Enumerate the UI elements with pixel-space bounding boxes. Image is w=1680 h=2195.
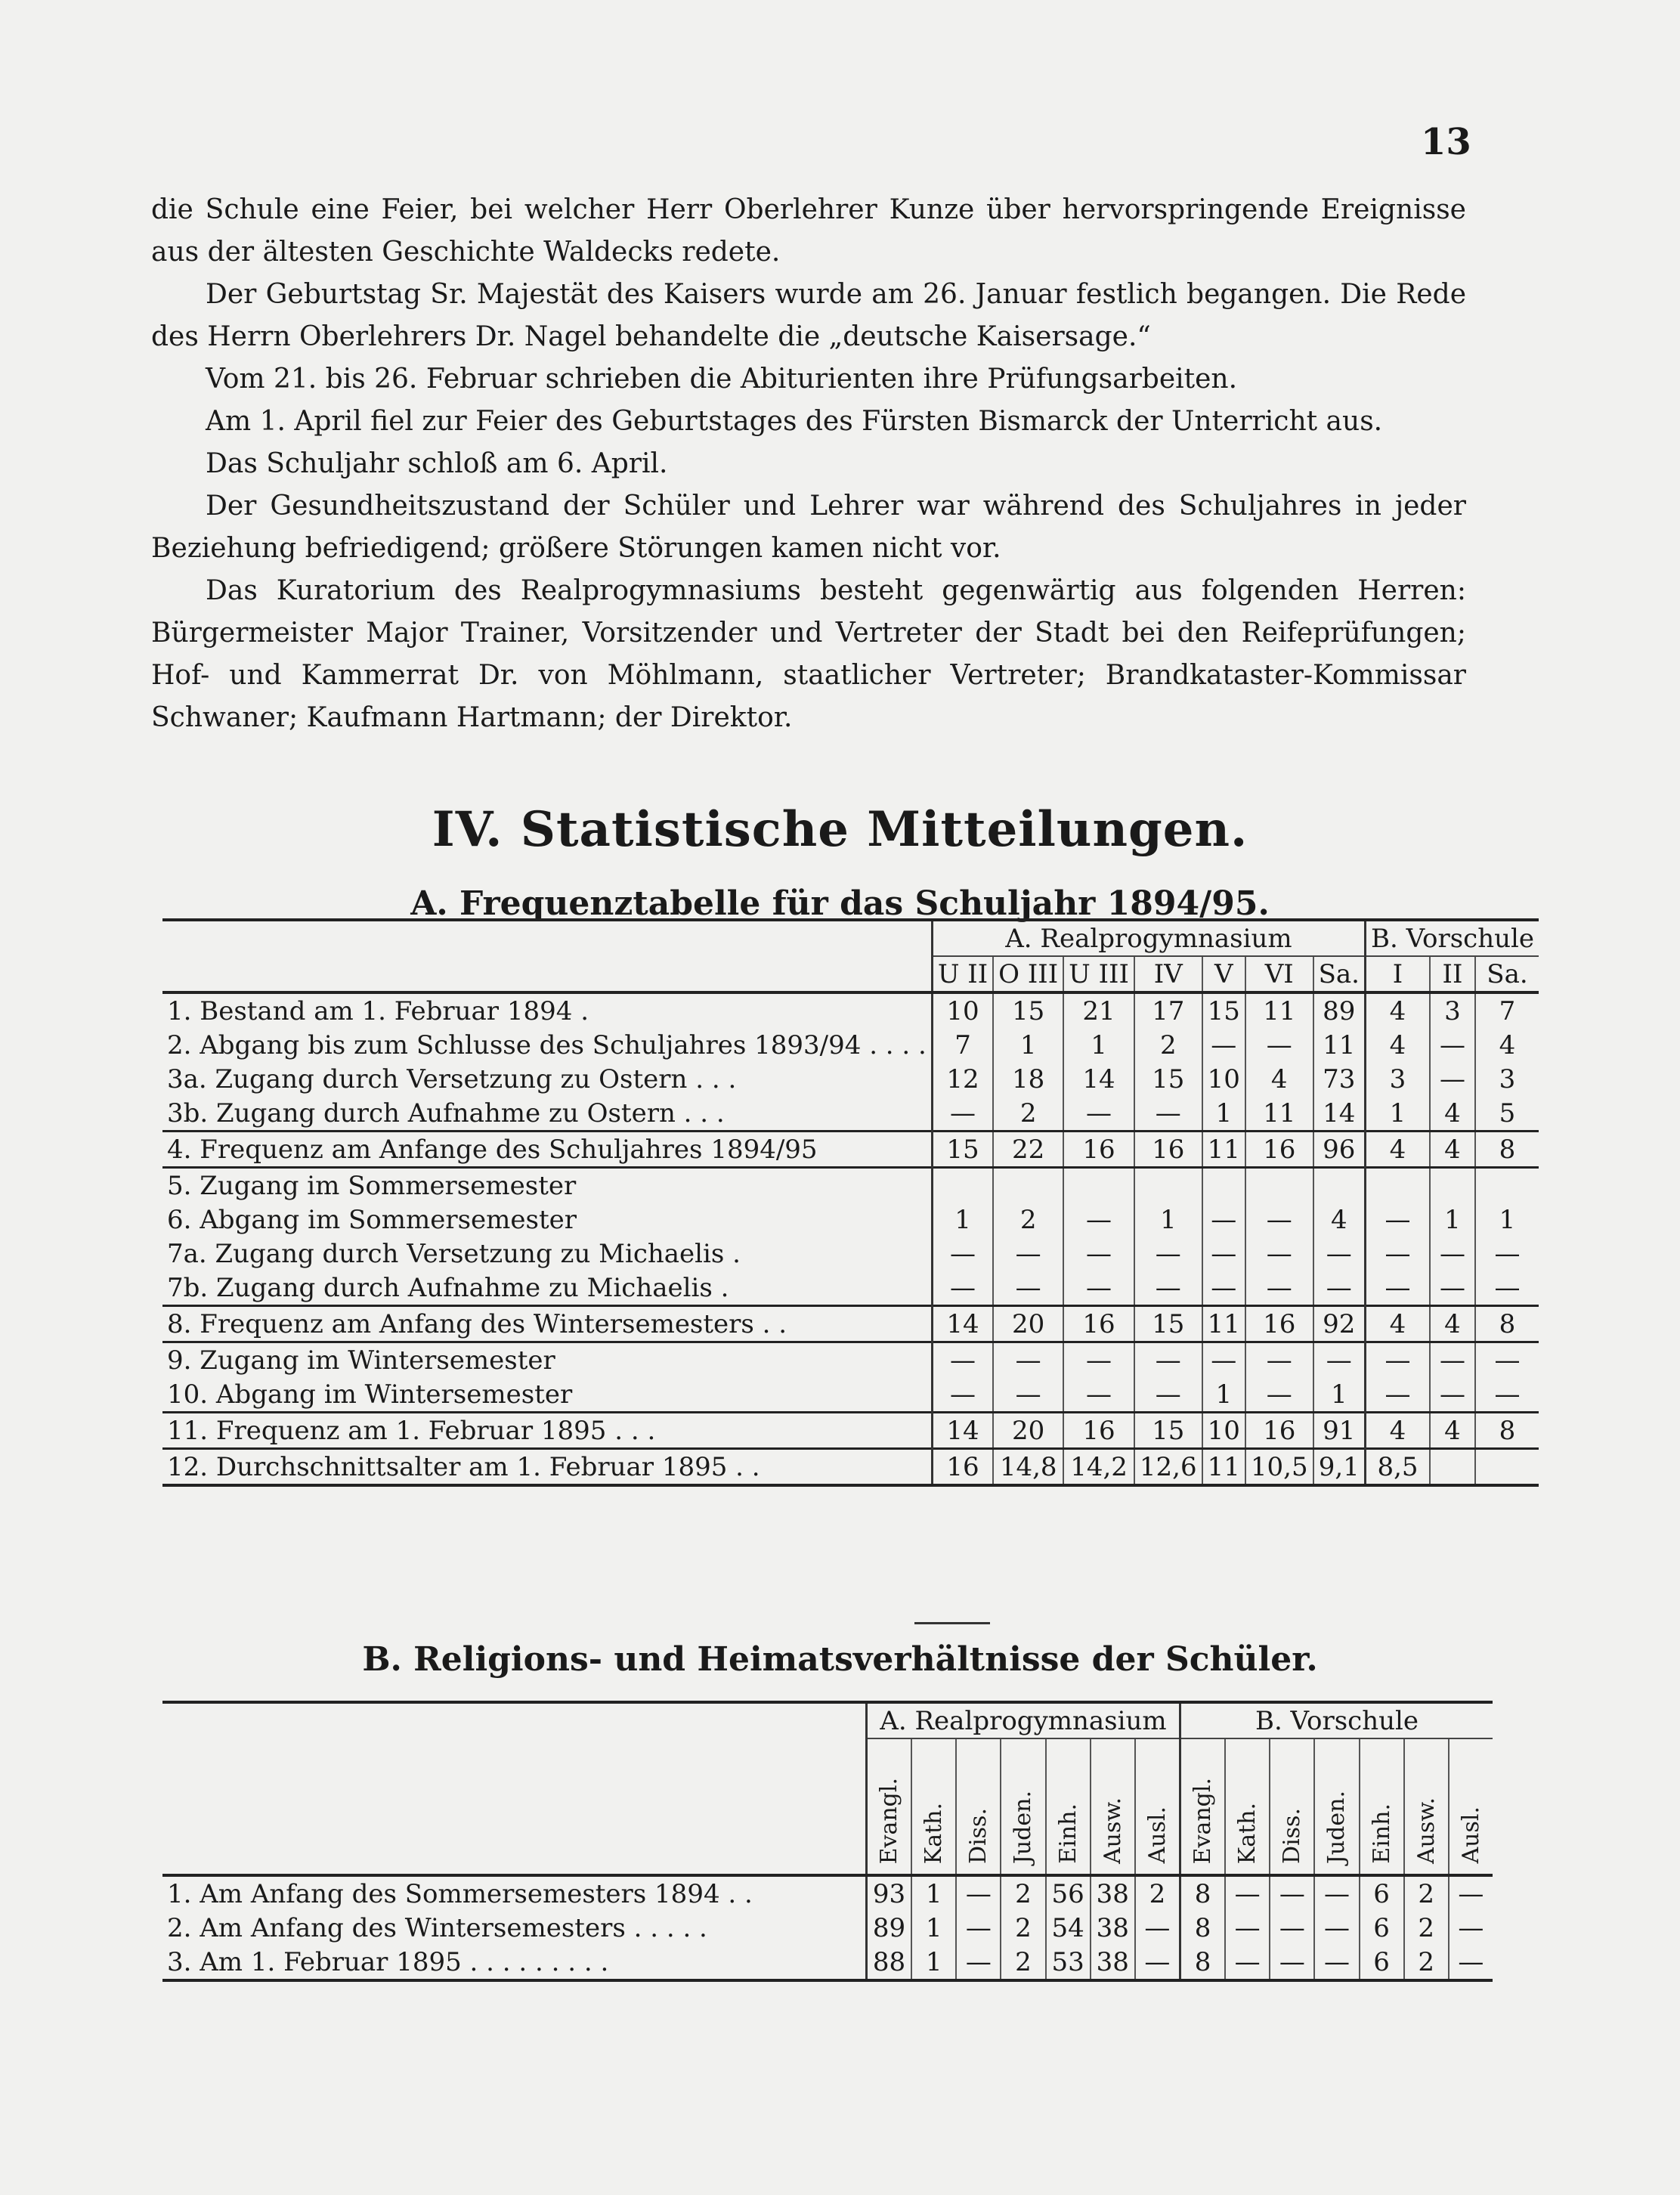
column-header-text: Juden. <box>1323 1790 1350 1864</box>
table-cell: 2 <box>993 1203 1063 1237</box>
table-cell: 4 <box>1365 992 1430 1028</box>
column-header: I <box>1365 956 1430 992</box>
table-cell: 4 <box>1430 1132 1475 1168</box>
row-label: 3. Am 1. Februar 1895 . . . . . . . . . <box>162 1945 866 1980</box>
divider-rule <box>914 1622 990 1624</box>
table-cell: — <box>1245 1203 1313 1237</box>
table-cell: — <box>1494 1238 1521 1269</box>
table-cell: 38 <box>1091 1945 1135 1980</box>
table-cell: 21 <box>1063 992 1134 1028</box>
table-cell: — <box>1225 1875 1270 1911</box>
row-label: 11. Frequenz am 1. Februar 1895 . . . <box>162 1413 932 1449</box>
column-header-text: Evangl. <box>876 1777 903 1864</box>
table-cell: 1 <box>1430 1203 1475 1237</box>
table-cell <box>1245 1168 1313 1203</box>
table-cell: — <box>1365 1203 1430 1237</box>
table-cell: 1 <box>911 1911 956 1945</box>
table-cell: 56 <box>1046 1875 1091 1911</box>
table-cell: 2 <box>1001 1875 1045 1911</box>
table-cell <box>993 1168 1063 1203</box>
column-header: O III <box>993 956 1063 992</box>
table-cell: — <box>1313 1271 1366 1306</box>
table-row <box>162 992 1539 1028</box>
table-cell: 4 <box>1365 1413 1430 1449</box>
column-header-text: Kath. <box>1234 1802 1261 1864</box>
table-cell: 2 <box>1404 1911 1449 1945</box>
section-title: IV. Statistische Mitteilungen. <box>432 801 1248 858</box>
table-cell: 11 <box>1245 992 1313 1028</box>
table-cell: 12 <box>932 1062 993 1096</box>
table-cell: 2 <box>1001 1945 1045 1980</box>
table-cell <box>1430 1449 1475 1486</box>
column-header <box>1225 1738 1270 1875</box>
table-cell: 16 <box>1245 1306 1313 1342</box>
column-header-text: Ausl. <box>1457 1806 1484 1864</box>
table-b-label-header <box>162 1702 866 1875</box>
table-cell: 15 <box>1134 1306 1202 1342</box>
table-cell: — <box>1063 1096 1134 1132</box>
table-cell: 16 <box>1245 1413 1313 1449</box>
table-cell: — <box>1475 1342 1539 1378</box>
page-number: 13 <box>1421 121 1471 163</box>
table-cell: 1 <box>1499 1204 1516 1235</box>
table-cell <box>1063 1168 1134 1203</box>
table-cell: 16 <box>1245 1132 1313 1168</box>
table-cell: 2 <box>993 1096 1063 1132</box>
column-header: V <box>1202 956 1245 992</box>
table-cell: — <box>1430 1028 1475 1062</box>
table-cell: — <box>1458 1912 1484 1943</box>
table-cell: 96 <box>1313 1132 1366 1168</box>
table-cell: 15 <box>932 1132 993 1168</box>
table-cell: 11 <box>1202 1132 1245 1168</box>
table-cell: — <box>1313 1342 1366 1378</box>
table-cell: 1 <box>993 1028 1063 1062</box>
table-b-title: B. Religions- und Heimatsverhältnisse der Schüler. <box>362 1640 1318 1679</box>
table-cell: — <box>956 1911 1001 1945</box>
paragraph: Der Geburtstag Sr. Majestät des Kaisers wurde am 26. Januar festlich begangen. Die Rede des Herrn Oberlehrers Dr. Nagel behandelte die „deutsche Kaisersage.“ <box>151 279 1466 352</box>
table-cell: — <box>1063 1203 1134 1237</box>
table-cell: 92 <box>1313 1306 1366 1342</box>
table-cell: — <box>1225 1911 1270 1945</box>
table-row <box>162 1203 1539 1237</box>
table-cell: — <box>1063 1377 1134 1413</box>
row-label: 1. Bestand am 1. Februar 1894 . <box>162 992 932 1028</box>
table-cell: 1 <box>1313 1377 1366 1413</box>
column-header: VI <box>1245 956 1313 992</box>
table-cell: 16 <box>1063 1306 1134 1342</box>
table-cell: — <box>1494 1379 1521 1410</box>
table-cell: — <box>1270 1945 1314 1980</box>
table-cell <box>1134 1168 1202 1203</box>
column-header-text: Einh. <box>1368 1803 1395 1864</box>
table-row <box>162 1096 1539 1132</box>
table-cell: 22 <box>993 1132 1063 1168</box>
row-label: 6. Abgang im Sommersemester <box>162 1203 932 1237</box>
table-cell: — <box>1134 1271 1202 1306</box>
table-cell: — <box>1245 1377 1313 1413</box>
column-header <box>1135 1738 1180 1875</box>
table-cell: — <box>1365 1342 1430 1378</box>
table-cell: 1 <box>1365 1096 1430 1132</box>
table-cell: 10 <box>932 992 993 1028</box>
table-cell: 14 <box>932 1413 993 1449</box>
table-row <box>162 1306 1539 1342</box>
table-cell: — <box>1245 1237 1313 1271</box>
column-header-text: Juden. <box>1010 1790 1037 1864</box>
table-cell: 3 <box>1499 1063 1516 1094</box>
table-cell: 89 <box>1313 992 1366 1028</box>
column-header <box>1001 1738 1045 1875</box>
body-text <box>151 189 1466 739</box>
table-cell: — <box>1314 1875 1359 1911</box>
table-cell: 9,1 <box>1313 1449 1366 1486</box>
table-cell: — <box>1365 1377 1430 1413</box>
table-cell: — <box>1458 1878 1484 1909</box>
table-cell: 18 <box>993 1062 1063 1096</box>
table-cell: 14 <box>1063 1062 1134 1096</box>
table-cell: 20 <box>993 1413 1063 1449</box>
table-cell: 2 <box>1134 1028 1202 1062</box>
table-cell: 4 <box>1245 1062 1313 1096</box>
table-cell: — <box>956 1945 1001 1980</box>
table-cell: 11 <box>1202 1306 1245 1342</box>
column-header-text: Ausw. <box>1099 1797 1126 1864</box>
table-cell: — <box>993 1377 1063 1413</box>
row-label: 9. Zugang im Wintersemester <box>162 1342 932 1378</box>
table-cell: 6 <box>1360 1945 1404 1980</box>
table-cell: — <box>956 1875 1001 1911</box>
table-cell: 4 <box>1499 1029 1516 1060</box>
frequency-table <box>162 918 1539 1487</box>
table-b-group-b: B. Vorschule <box>1180 1702 1493 1738</box>
table-cell: 73 <box>1313 1062 1366 1096</box>
row-label: 5. Zugang im Sommersemester <box>162 1168 932 1203</box>
column-header-text: Kath. <box>920 1802 948 1864</box>
table-cell: 7 <box>932 1028 993 1062</box>
table-cell: — <box>1202 1028 1245 1062</box>
table-cell: 16 <box>1063 1132 1134 1168</box>
table-cell: — <box>1134 1237 1202 1271</box>
table-cell: — <box>1225 1945 1270 1980</box>
table-cell: — <box>1430 1342 1475 1378</box>
table-cell: — <box>1270 1875 1314 1911</box>
column-header-text: Einh. <box>1054 1803 1081 1864</box>
table-cell: — <box>1135 1945 1180 1980</box>
row-label: 7a. Zugang durch Versetzung zu Michaelis . <box>162 1237 932 1271</box>
table-cell: 14,2 <box>1063 1449 1134 1486</box>
column-header-text: Ausl. <box>1143 1806 1171 1864</box>
table-cell: 14 <box>1313 1096 1366 1132</box>
column-header <box>1270 1738 1314 1875</box>
table-row <box>162 1237 1539 1271</box>
table-cell: 2 <box>1404 1945 1449 1980</box>
table-cell <box>1202 1168 1245 1203</box>
table-cell: 38 <box>1091 1911 1135 1945</box>
row-label: 2. Abgang bis zum Schlusse des Schuljahres 1893/94 . . . . <box>162 1028 932 1062</box>
table-cell: 1 <box>932 1203 993 1237</box>
table-cell: — <box>1314 1911 1359 1945</box>
table-cell: 10 <box>1202 1062 1245 1096</box>
table-row <box>162 1449 1539 1486</box>
table-cell: — <box>1134 1377 1202 1413</box>
column-header <box>1314 1738 1359 1875</box>
table-row <box>162 1028 1539 1062</box>
column-header <box>1046 1738 1091 1875</box>
table-cell: — <box>1202 1342 1245 1378</box>
table-cell: — <box>1313 1237 1366 1271</box>
paragraph: Der Gesundheitszustand der Schüler und Lehrer war während des Schuljahres in jeder Beziehung befriedigend; größere Störungen kamen nicht vor. <box>151 491 1466 564</box>
table-row <box>162 1342 1539 1378</box>
religion-table <box>162 1701 1493 1982</box>
table-cell: 2 <box>1404 1875 1449 1911</box>
paragraph: Vom 21. bis 26. Februar schrieben die Abiturienten ihre Prüfungsarbeiten. <box>206 364 1238 395</box>
column-header <box>1404 1738 1449 1875</box>
table-cell: — <box>1063 1271 1134 1306</box>
table-cell: — <box>993 1342 1063 1378</box>
table-cell: 1 <box>911 1875 956 1911</box>
table-a-group-a: A. Realprogymnasium <box>932 920 1365 956</box>
table-cell: — <box>1430 1271 1475 1306</box>
table-cell: — <box>1134 1342 1202 1378</box>
table-cell: 8 <box>1180 1911 1225 1945</box>
table-cell: 38 <box>1091 1875 1135 1911</box>
table-cell: 14,8 <box>993 1449 1063 1486</box>
column-header-text: Diss. <box>1279 1808 1306 1864</box>
table-cell: 3 <box>1430 992 1475 1028</box>
table-cell: 16 <box>1063 1413 1134 1449</box>
table-cell: — <box>1245 1028 1313 1062</box>
table-cell <box>1313 1168 1366 1203</box>
table-cell: 11 <box>1245 1096 1313 1132</box>
table-row <box>162 1875 1493 1911</box>
table-cell: — <box>1430 1237 1475 1271</box>
table-cell: — <box>1430 1377 1475 1413</box>
table-cell: 8 <box>1475 1413 1539 1449</box>
column-header <box>911 1738 956 1875</box>
table-row <box>162 1377 1539 1413</box>
table-cell: — <box>1314 1945 1359 1980</box>
table-cell: 15 <box>1134 1413 1202 1449</box>
table-cell: 91 <box>1313 1413 1366 1449</box>
paragraph: Am 1. April fiel zur Feier des Geburtstages des Fürsten Bismarck der Unterricht aus. <box>206 406 1383 437</box>
table-cell: — <box>1134 1096 1202 1132</box>
table-cell: — <box>993 1237 1063 1271</box>
table-cell <box>932 1168 993 1203</box>
table-row <box>162 1271 1539 1306</box>
table-cell: — <box>932 1377 993 1413</box>
table-cell: 88 <box>866 1945 911 1980</box>
row-label: 3a. Zugang durch Versetzung zu Ostern . . . <box>162 1062 932 1096</box>
table-cell: 15 <box>993 992 1063 1028</box>
table-cell: — <box>1270 1911 1314 1945</box>
paragraph: die Schule eine Feier, bei welcher Herr Oberlehrer Kunze über hervorspringende Ereignisse aus der ältesten Geschichte Waldecks redete. <box>151 194 1466 268</box>
table-a-label-header <box>162 920 932 992</box>
row-label: 1. Am Anfang des Sommersemesters 1894 . . <box>162 1875 866 1911</box>
table-cell: 10 <box>1202 1413 1245 1449</box>
column-header <box>1360 1738 1404 1875</box>
table-row <box>162 1945 1493 1980</box>
column-header: Sa. <box>1313 956 1366 992</box>
table-cell: 8 <box>1180 1945 1225 1980</box>
table-cell: — <box>1202 1203 1245 1237</box>
table-cell <box>1475 1449 1539 1486</box>
column-header <box>1091 1738 1135 1875</box>
table-cell: 2 <box>1001 1911 1045 1945</box>
table-cell: 8,5 <box>1365 1449 1430 1486</box>
table-cell: 10,5 <box>1245 1449 1313 1486</box>
table-cell: 4 <box>1313 1203 1366 1237</box>
paragraph: Das Kuratorium des Realprogymnasiums besteht gegenwärtig aus folgenden Herren: Bürgermeister Major Trainer, Vorsitzender und Vertreter der Stadt bei den Reifeprüfungen; Hof- und Kammerrat Dr. von Möhlmann, staatlicher Vertreter; Brandkataster-Kommissar Schwaner; Kaufmann Hartmann; der Direktor. <box>151 575 1466 733</box>
table-cell: 4 <box>1430 1306 1475 1342</box>
table-cell: — <box>1430 1062 1475 1096</box>
table-cell: — <box>1245 1271 1313 1306</box>
row-label: 4. Frequenz am Anfange des Schuljahres 1894/95 <box>162 1132 932 1168</box>
table-row <box>162 1132 1539 1168</box>
table-row <box>162 1062 1539 1096</box>
table-cell: — <box>1202 1237 1245 1271</box>
row-label: 12. Durchschnittsalter am 1. Februar 1895 . . <box>162 1449 932 1486</box>
table-cell: 2 <box>1135 1875 1180 1911</box>
table-cell: — <box>1063 1342 1134 1378</box>
column-header: U III <box>1063 956 1134 992</box>
table-cell: 4 <box>1430 1096 1475 1132</box>
table-cell: 17 <box>1134 992 1202 1028</box>
column-header <box>1180 1738 1225 1875</box>
column-header: Sa. <box>1475 956 1539 992</box>
table-cell: 1 <box>1202 1377 1245 1413</box>
row-label: 2. Am Anfang des Wintersemesters . . . . . <box>162 1911 866 1945</box>
paragraph: Das Schuljahr schloß am 6. April. <box>206 448 668 479</box>
table-cell: 14 <box>932 1306 993 1342</box>
table-cell: 6 <box>1360 1875 1404 1911</box>
table-row <box>162 1413 1539 1449</box>
table-cell: 8 <box>1475 1306 1539 1342</box>
table-a-title: A. Frequenztabelle für das Schuljahr 1894/95. <box>410 884 1270 923</box>
table-cell <box>1365 1168 1430 1203</box>
table-cell: 16 <box>932 1449 993 1486</box>
table-cell: — <box>1202 1271 1245 1306</box>
column-header-text: Diss. <box>965 1808 992 1864</box>
table-b-group-a: A. Realprogymnasium <box>866 1702 1180 1738</box>
table-cell: 1 <box>1202 1096 1245 1132</box>
table-cell: 5 <box>1499 1098 1516 1128</box>
column-header <box>956 1738 1001 1875</box>
column-header: U II <box>932 956 993 992</box>
table-cell: 12,6 <box>1134 1449 1202 1486</box>
table-cell: — <box>932 1271 993 1306</box>
table-cell: — <box>932 1096 993 1132</box>
table-cell: — <box>1494 1272 1521 1303</box>
table-cell: 89 <box>866 1911 911 1945</box>
table-cell: 1 <box>911 1945 956 1980</box>
row-label: 10. Abgang im Wintersemester <box>162 1377 932 1413</box>
column-header-text: Ausw. <box>1412 1797 1440 1864</box>
row-label: 7b. Zugang durch Aufnahme zu Michaelis . <box>162 1271 932 1306</box>
column-header <box>866 1738 911 1875</box>
table-cell: 15 <box>1134 1062 1202 1096</box>
table-cell: 3 <box>1365 1062 1430 1096</box>
column-header: IV <box>1134 956 1202 992</box>
table-cell: 16 <box>1134 1132 1202 1168</box>
table-cell: — <box>1365 1237 1430 1271</box>
row-label: 8. Frequenz am Anfang des Wintersemesters . . <box>162 1306 932 1342</box>
table-cell: 4 <box>1365 1306 1430 1342</box>
table-cell: — <box>1365 1271 1430 1306</box>
table-cell <box>1475 1168 1539 1203</box>
table-cell: — <box>993 1271 1063 1306</box>
table-cell: — <box>932 1342 993 1378</box>
table-cell: — <box>1135 1911 1180 1945</box>
table-cell: — <box>1458 1946 1484 1977</box>
table-cell: 7 <box>1499 995 1516 1026</box>
table-cell: — <box>932 1237 993 1271</box>
table-row <box>162 1168 1539 1203</box>
table-cell: 93 <box>866 1875 911 1911</box>
table-cell: 8 <box>1475 1132 1539 1168</box>
table-cell <box>1430 1168 1475 1203</box>
table-cell: 4 <box>1365 1132 1430 1168</box>
table-a-group-b: B. Vorschule <box>1365 920 1539 956</box>
table-cell: 20 <box>993 1306 1063 1342</box>
table-cell: 4 <box>1430 1413 1475 1449</box>
table-row <box>162 1911 1493 1945</box>
table-cell: 11 <box>1202 1449 1245 1486</box>
table-cell: 4 <box>1365 1028 1430 1062</box>
table-cell: — <box>1245 1342 1313 1378</box>
table-cell: 8 <box>1180 1875 1225 1911</box>
table-cell: 1 <box>1063 1028 1134 1062</box>
row-label: 3b. Zugang durch Aufnahme zu Ostern . . . <box>162 1096 932 1132</box>
table-cell: — <box>1063 1237 1134 1271</box>
column-header: II <box>1430 956 1475 992</box>
table-cell: 1 <box>1134 1203 1202 1237</box>
table-cell: 53 <box>1046 1945 1091 1980</box>
table-cell: 6 <box>1360 1911 1404 1945</box>
column-header <box>1449 1738 1493 1875</box>
table-cell: 11 <box>1313 1028 1366 1062</box>
table-cell: 54 <box>1046 1911 1091 1945</box>
table-cell: 15 <box>1202 992 1245 1028</box>
column-header-text: Evangl. <box>1190 1777 1217 1864</box>
